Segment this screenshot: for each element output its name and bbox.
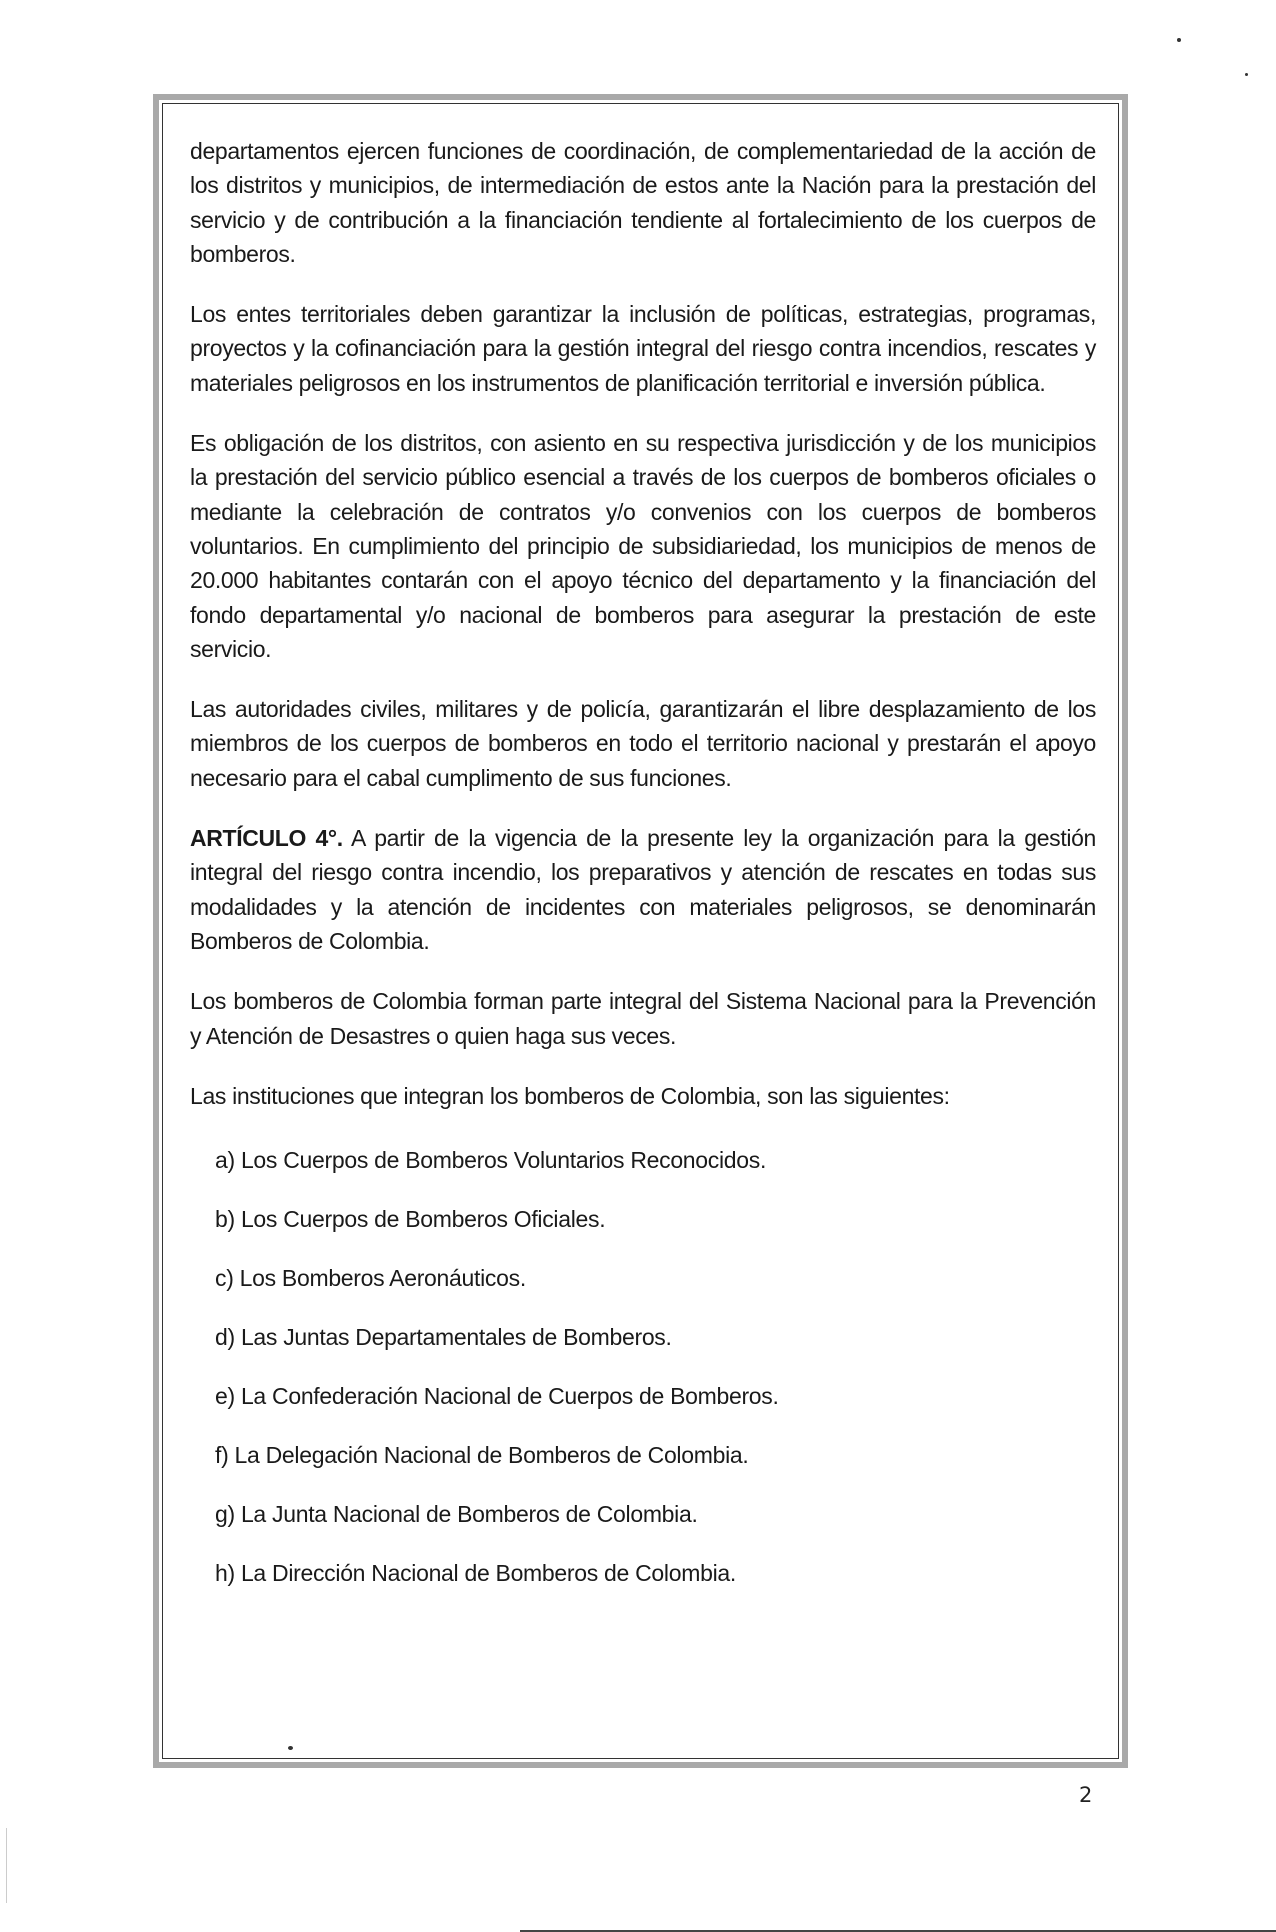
paragraph: Los entes territoriales deben garantizar la inclusión de políticas, estrategias, programas, proyectos y la cofinanciación para la gestión integral del riesgo contra incendios, rescates y materiales peligrosos en los instrumentos de planificación territorial e inversión pública. [190, 301, 1096, 396]
paragraph: Es obligación de los distritos, con asiento en su respectiva jurisdicción y de los municipios la prestación del servicio público esencial a través de los cuerpos de bomberos oficiales o mediante la celebración de contratos y/o convenios con los cuerpos de bomberos voluntarios. En cumplimiento del principio de subsidiariedad, los municipios de menos de 20.000 habitantes contarán con el apoyo técnico del departamento y la financiación del fondo departamental y/o nacional de bomberos para asegurar la prestación de este servicio. [190, 430, 1096, 662]
list-item: h) La Dirección Nacional de Bomberos de Colombia. [215, 1560, 736, 1587]
scan-speck [288, 1746, 293, 1750]
list-item: b) Los Cuerpos de Bomberos Oficiales. [215, 1206, 606, 1233]
article-label: ARTÍCULO 4°. [190, 825, 343, 852]
page-number: 2 [1079, 1783, 1093, 1807]
scan-edge-line [6, 1828, 7, 1903]
list-intro: Las instituciones que integran los bomberos de Colombia, son las siguientes: [190, 1082, 950, 1109]
scan-speck [1177, 38, 1181, 42]
list-item: g) La Junta Nacional de Bomberos de Colombia. [215, 1501, 698, 1528]
paragraph: Los bomberos de Colombia forman parte integral del Sistema Nacional para la Prevención y Atención de Desastres o quien haga sus veces. [190, 988, 1096, 1049]
paragraph: departamentos ejercen funciones de coordinación, de complementariedad de la acción de los distritos y municipios, de intermediación de estos ante la Nación para la prestación del servicio y de contribución a la financiación tendiente al fortalecimiento de los cuerpos de bomberos. [190, 138, 1096, 267]
article-4-paragraph [190, 821, 1096, 958]
list-item: c) Los Bomberos Aeronáuticos. [215, 1265, 526, 1292]
paragraph: Las autoridades civiles, militares y de policía, garantizarán el libre desplazamiento de los miembros de los cuerpos de bomberos en todo el territorio nacional y prestarán el apoyo necesario para el cabal cumplimento de sus funciones. [190, 696, 1096, 791]
institutions-list [190, 1143, 1096, 1590]
list-item: f) La Delegación Nacional de Bomberos de Colombia. [215, 1442, 749, 1469]
list-item: e) La Confederación Nacional de Cuerpos de Bomberos. [215, 1383, 779, 1410]
list-item: a) Los Cuerpos de Bomberos Voluntarios Reconocidos. [215, 1147, 767, 1174]
article-text: A partir de la vigencia de la presente ley la organización para la gestión integral del riesgo contra incendio, los preparativos y atención de rescates en todas sus modalidades y la atención de incidentes con materiales peligrosos, se denominarán Bomberos de Colombia. [190, 825, 1096, 954]
scan-speck [1245, 73, 1248, 76]
list-item: d) Las Juntas Departamentales de Bomberos. [215, 1324, 672, 1351]
document-body [190, 134, 1096, 1615]
